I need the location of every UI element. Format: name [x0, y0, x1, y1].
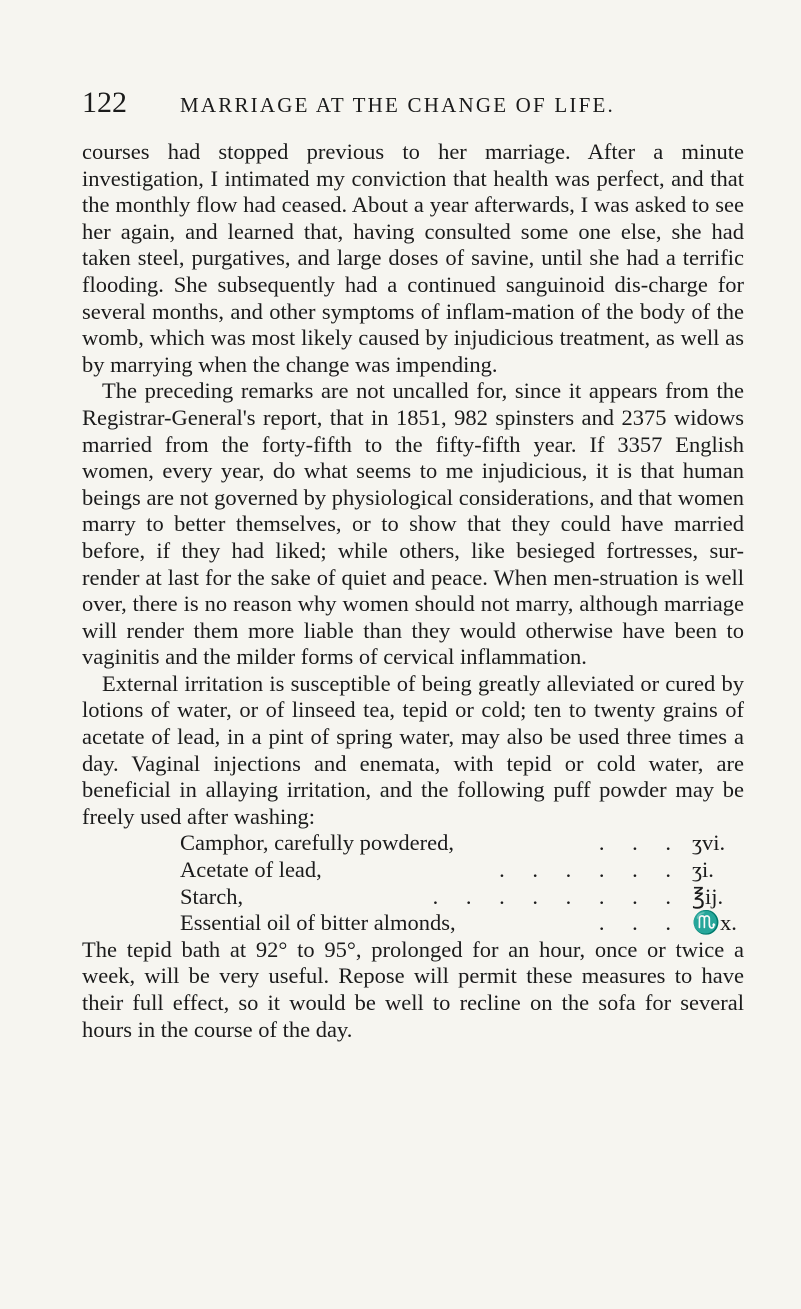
dot-leader: . . . — [598, 910, 682, 936]
paragraph-registrar-report: The preceding remarks are not uncalled for, since it appears from the Registrar-General's report, that in 1851, 982 spinsters and 2375 widows married from the forty-fifth to the fifty-fifth year. If 3357 English women, every year, do what seems to me injudicious, it is that human beings are not governed by physiological considerations, and that women marry to better themselves, or to show that they could have married before, if they had liked; while others, like besieged fortresses, sur-render at last for the sake of quiet and peace. When men-struation is well over, there is no reason why women should not marry, although marriage will render them more liable than they would otherwise have been to vaginitis and the milder forms of cervical inflammation. — [82, 378, 744, 670]
prescription-row — [180, 884, 744, 911]
dot-leader: . . . . . . . . — [432, 883, 682, 909]
page-number: 122 — [82, 86, 127, 119]
paragraph-continued: courses had stopped previous to her marriage. After a minute investigation, I intimated my conviction that health was perfect, and that the monthly flow had ceased. About a year afterwards, I was asked to see her again, and learned that, having consulted some one else, she had taken steel, purgatives, and large doses of savine, until she had a terrific flooding. She subsequently had a continued sanguinoid dis-charge for several months, and other symptoms of inflam-mation of the body of the womb, which was most likely caused by injudicious treatment, as well as by marrying when the change was impending. — [82, 139, 744, 377]
ingredient-quantity: ʒi. — [692, 857, 714, 883]
ingredient-name: Camphor, carefully powdered, — [180, 830, 454, 856]
ingredient-name: Starch, — [180, 883, 244, 909]
prescription-row — [180, 830, 744, 857]
dot-leader: . . . — [598, 830, 682, 856]
dot-leader: . . . . . . — [499, 857, 682, 883]
paragraph-tepid-bath: The tepid bath at 92° to 95°, prolonged for an hour, once or twice a week, will be very useful. Repose will permit these measures to have their full effect, so it would be well to recline on the sofa for several hours in the course of the day. — [82, 936, 744, 1042]
prescription-row — [180, 857, 744, 884]
prescription-row — [180, 910, 744, 937]
ingredient-quantity: ♏x. — [692, 910, 737, 936]
running-title: MARRIAGE AT THE CHANGE OF LIFE. — [180, 93, 615, 117]
ingredient-quantity: ℥ij. — [692, 883, 724, 909]
ingredient-name: Acetate of lead, — [180, 857, 322, 883]
prescription-list — [180, 830, 744, 936]
ingredient-quantity: ʒvi. — [692, 830, 726, 856]
ingredient-name: Essential oil of bitter almonds, — [180, 910, 456, 936]
body-text — [82, 139, 744, 1043]
paragraph-external-irritation: External irritation is susceptible of being greatly alleviated or cured by lotions of water, or of linseed tea, tepid or cold; ten to twenty grains of acetate of lead, in a pint of spring water, may also be used three times a day. Vaginal injections and enemata, with tepid or cold water, are beneficial in allaying irritation, and the following puff powder may be freely used after washing: — [82, 670, 744, 829]
running-head — [82, 86, 762, 120]
